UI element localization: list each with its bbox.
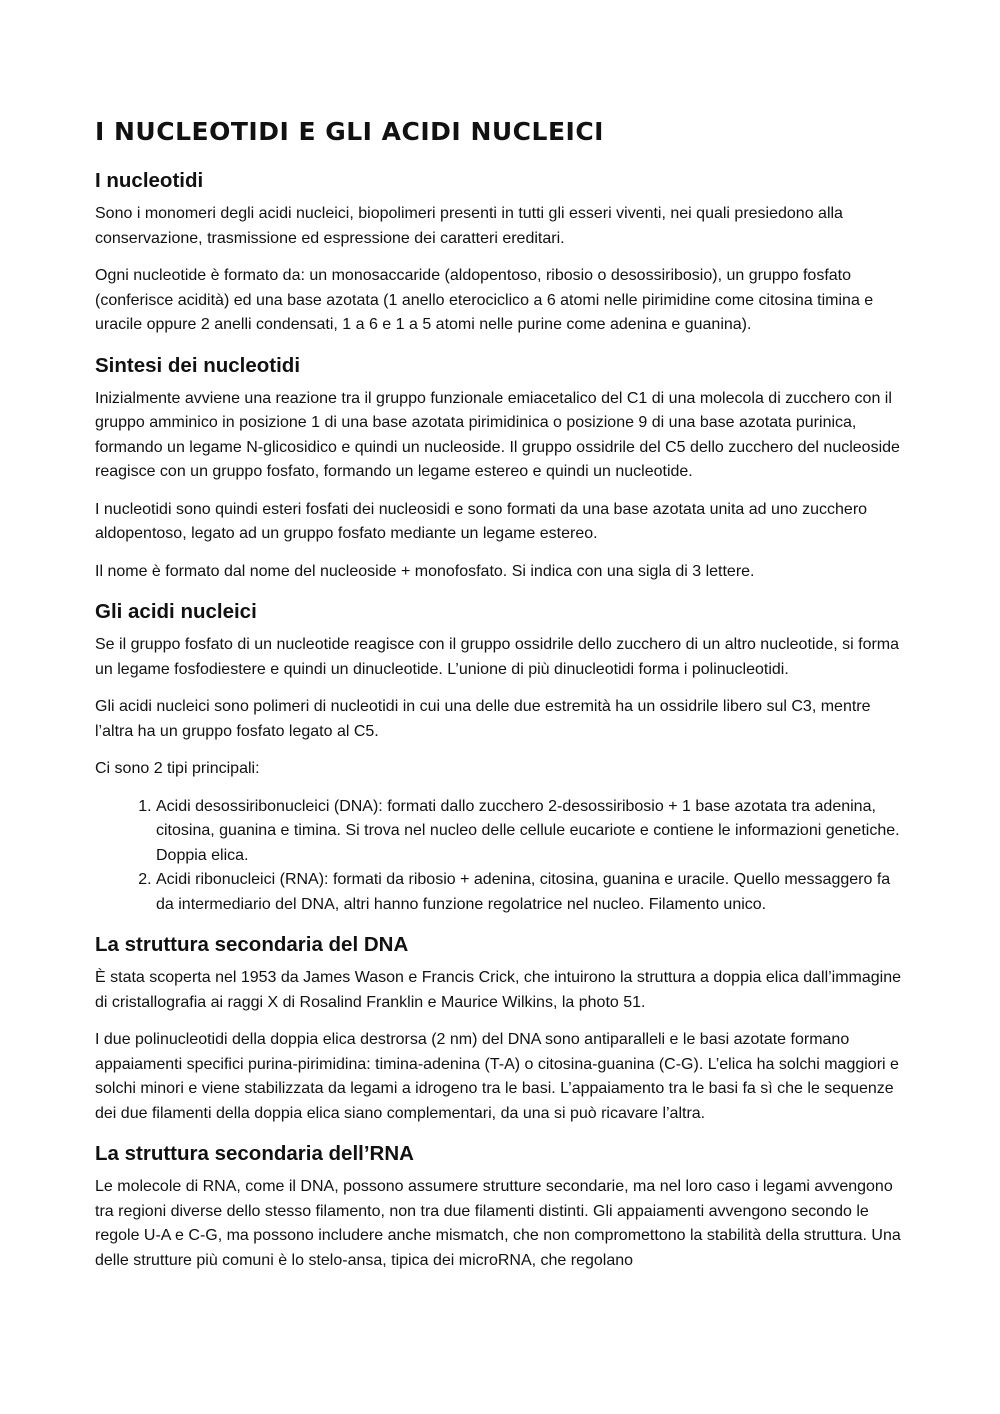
paragraph: Il nome è formato dal nome del nucleoside + monofosfato. Si indica con una sigla di 3 lettere. [95,562,755,580]
numbered-list [95,795,910,918]
section-heading: Sintesi dei nucleotidi [95,353,301,377]
document-title: I NUCLEOTIDI E GLI ACIDI NUCLEICI [95,117,604,146]
section-struttura-rna [95,1139,910,1273]
paragraph: I due polinucleotidi della doppia elica destrorsa (2 nm) del DNA sono antiparalleli e le basi azotate formano appaiamenti specifici purina-pirimidina: timina-adenina (T-A) o citosina-guanina (C-G). L’elica ha solchi maggiori e solchi minori e viene stabilizzata da legami a idrogeno tra le basi. L’appaiamento tra le basi fa sì che le sequenze dei due filamenti della doppia elica siano complementari, da una si può ricavare l’altra. [95,1031,899,1122]
section-heading: La struttura secondaria del DNA [95,933,409,956]
paragraph: Le molecole di RNA, come il DNA, possono assumere strutture secondarie, ma nel loro caso i legami avvengono tra regioni diverse dello stesso filamento, non tra due filamenti distinti. Gli appaiamenti avvengono secondo le regole U-A e C-G, ma possono includere anche mismatch, che non compromettono la stabilità della struttura. Una delle strutture più comuni è lo stelo-ansa, tipica dei microRNA, che regolano [95,1178,901,1269]
paragraph: I nucleotidi sono quindi esteri fosfati dei nucleosidi e sono formati da una base azotata unita ad uno zucchero aldopentoso, legato ad un gruppo fosfato mediante un legame estereo. [95,500,868,542]
section-sintesi [95,351,910,585]
paragraph: Ogni nucleotide è formato da: un monosaccaride (aldopentoso, ribosio o desossiribosio), un gruppo fosfato (conferisce acidità) ed una base azotata (1 anello eterociclico a 6 atomi nelle pirimidine come citosina timina e uracile oppure 2 anelli condensati, 1 a 6 e 1 a 5 atomi nelle purine come adenina e guanina). [95,267,874,333]
section-heading: Gli acidi nucleici [95,600,257,623]
section-heading: I nucleotidi [95,169,204,192]
paragraph: Ci sono 2 tipi principali: [95,760,260,777]
document-page [95,112,910,1286]
section-acidi-nucleici [95,597,910,917]
paragraph: È stata scoperta nel 1953 da James Wason e Francis Crick, che intuirono la struttura a doppia elica dall’immagine di cristallografia ai raggi X di Rosalind Franklin e Maurice Wilkins, la photo 51. [95,969,902,1011]
section-struttura-dna [95,930,910,1126]
paragraph: Sono i monomeri degli acidi nucleici, biopolimeri presenti in tutti gli esseri viventi, nei quali presiedono alla conservazione, trasmissione ed espressione dei caratteri ereditari. [95,205,843,247]
paragraph: Inizialmente avviene una reazione tra il gruppo funzionale emiacetalico del C1 di una molecola di zucchero con il gruppo amminico in posizione 1 di una base azotata pirimidinica o posizione 9 di una base azotata purinica, formando un legame N-glicosidico e quindi un nucleoside. Il gruppo ossidrile del C5 dello zucchero del nucleoside reagisce con un gruppo fosfato, formando un legame estereo e quindi un nucleotide. [95,389,900,480]
list-item: 2. Acidi ribonucleici (RNA): formati da ribosio + adenina, citosina, guanina e uracile. Quello messaggero fa da intermediario del DNA, altri hanno funzione regolatrice nel nucleo. Filamento unico. [156,868,910,917]
paragraph: Se il gruppo fosfato di un nucleotide reagisce con il gruppo ossidrile dello zucchero di un altro nucleotide, si forma un legame fosfodiestere e quindi un dinucleotide. L’unione di più dinucleotidi forma i polinucleotidi. [95,636,900,678]
paragraph: Gli acidi nucleici sono polimeri di nucleotidi in cui una delle due estremità ha un ossidrile libero sul C3, mentre l’altra ha un gruppo fosfato legato al C5. [95,698,871,740]
section-heading: La struttura secondaria dell’RNA [95,1142,414,1165]
section-nucleotidi [95,166,910,338]
list-item: 1. Acidi desossiribonucleici (DNA): formati dallo zucchero 2-desossiribosio + 1 base azotata tra adenina, citosina, guanina e timina. Si trova nel nucleo delle cellule eucariote e contiene le informazioni genetiche. Doppia elica. [156,795,910,869]
